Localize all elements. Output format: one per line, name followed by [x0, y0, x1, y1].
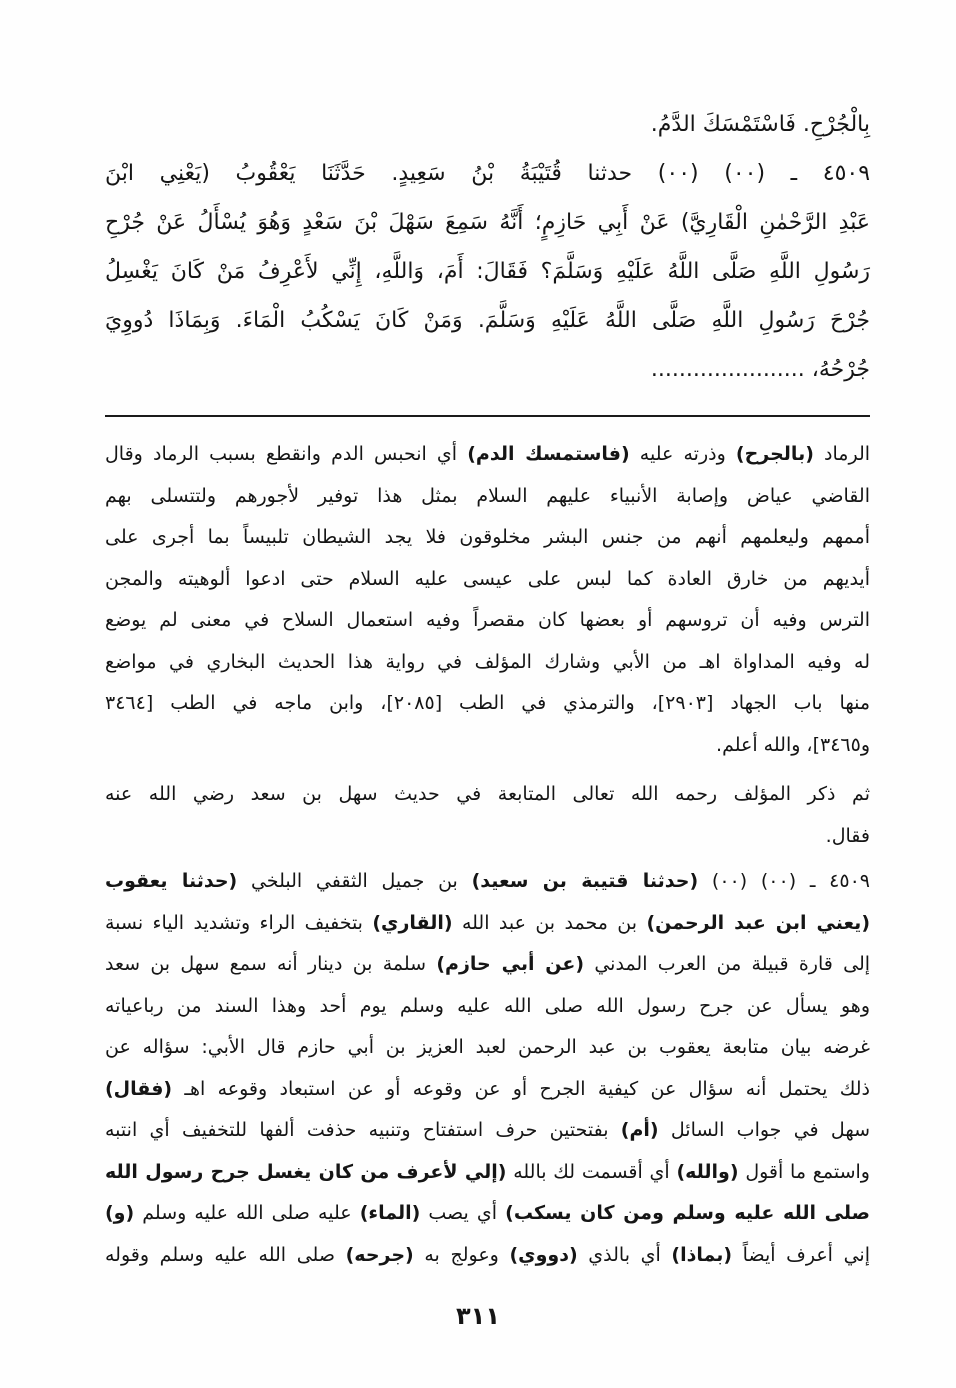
page-number: ٣١١ [456, 1302, 500, 1330]
quoted-hadith-term: (يعني ابن عبد الرحمن) [646, 911, 871, 934]
commentary-line [105, 1152, 870, 1194]
commentary-line [105, 434, 870, 476]
commentary-text: الرماد [813, 443, 871, 465]
hadith-line: عَبْدِ الرَّحْمٰنِ الْقَارِيَّ) عَنْ أَبِي حَازِمٍ؛ أَنَّهُ سَمِعَ سَهْلَ بْنَ سَعْدٍ وَهُوَ يُسْأَلُ عَنْ جُرْحِ [105, 210, 870, 235]
commentary-text: بتخفيف الراء وتشديد الياء نسبة [105, 911, 373, 934]
commentary-line [105, 642, 870, 684]
quoted-hadith-term: صلى الله عليه وسلم ومن كان يسكب) [505, 1202, 870, 1224]
commentary-text: أي يصب [420, 1202, 506, 1224]
commentary-text: ٤٥٠٩ ـ (٠٠) (٠٠) [698, 870, 870, 892]
commentary-text: واستمع ما أقول [738, 1160, 870, 1183]
commentary-line [105, 517, 870, 559]
commentary-paragraph [105, 861, 870, 1276]
commentary-text: سهل في جواب السائل [658, 1119, 870, 1141]
commentary-text: الترس وفيه أن تروسهم أو بعضها كان مقصراً وفيه استعمال السلاح في معنى لم يوضع [105, 609, 870, 631]
quoted-hadith-term: (القاري) [372, 911, 453, 934]
commentary-text: بفتحتين حرف استفتاح وتنبيه حذفت ألفها للتخفيف أي انتبه [105, 1119, 621, 1141]
commentary-text: منها باب الجهاد [٢٩٠٣]، والترمذي في الطب [٢٠٨٥]، وابن ماجه في الطب [٣٤٦٤ [105, 692, 870, 714]
commentary-line [105, 944, 870, 986]
hadith-line: جُرْحَ رَسُولِ اللَّهِ صَلَّى اللَّهُ عَلَيْهِ وَسَلَّمَ. وَمَنْ كَانَ يَسْكُبُ الْمَاءَ. وَبِمَاذَا دُووِيَ [105, 308, 870, 333]
quoted-hadith-term: (فاستمسك الدم) [467, 443, 630, 465]
commentary-line [105, 559, 870, 601]
commentary-line [105, 1193, 870, 1235]
commentary-paragraph [105, 774, 870, 857]
commentary-text: بن محمد بن عبد الله [452, 911, 647, 934]
quoted-hadith-term: (فقال) [105, 1077, 173, 1100]
commentary-text: إني أعرف أيضاً [732, 1243, 870, 1266]
quoted-hadith-term: (جرحه) [345, 1243, 414, 1266]
commentary-text: ذلك يحتمل أنه سؤال عن كيفية الجرح أو عن وقوعه أو عن استبعاد وقوعه اهـ [172, 1077, 870, 1100]
commentary-line [105, 1069, 870, 1111]
commentary-text: صلى الله عليه وسلم وقوله [105, 1243, 346, 1266]
commentary-text: ثم ذكر المؤلف رحمه الله تعالى المتابعة في حديث سهل بن سعد رضي الله عنه [105, 783, 870, 805]
hadith-line: رَسُولِ اللَّهِ صَلَّى اللَّهُ عَلَيْهِ وَسَلَّمَ؟ فَقَالَ: أَمَ، وَاللَّهِ، إِنِّي لأَعْرِفُ مَنْ كَانَ يَغْسِلُ [105, 259, 870, 284]
quoted-hadith-term: (بالجرح) [735, 443, 814, 465]
commentary-line [105, 816, 870, 858]
hadith-line: ٤٥٠٩ ـ (٠٠) (٠٠) حدثنا قُتَيْبَةُ بْنُ سَعِيدٍ. حَدَّثَنَا يَعْقُوبُ (يَعْنِي ابْنَ [105, 161, 871, 186]
quoted-hadith-term: (والله) [676, 1160, 739, 1183]
commentary-line [105, 774, 870, 816]
hadith-line: جُرْحُهُ، ...................... [650, 357, 870, 382]
commentary-text: سلمة بن دينار أنه سمع سهل بن سعد [105, 953, 437, 975]
commentary-text: القاضي عياض وإصابة الأنبياء عليهم السلام بمثل هذا توفير لأجورهم ولتتسلى بهم [105, 484, 870, 507]
quoted-hadith-term: (حدثنا يعقوب [105, 870, 238, 892]
commentary-text: غرضه بيان متابعة يعقوب بن عبد الرحمن لعبد العزيز بن أبي حازم قال الأبي: سؤاله عن [105, 1036, 870, 1058]
commentary-text: بن جميل الثقفي البلخي [237, 870, 472, 892]
commentary-text: فقال. [825, 824, 870, 847]
commentary-text: إلى قارة قبيلة من العرب المدني [584, 953, 871, 975]
quoted-hadith-term: (الماء) [359, 1202, 421, 1224]
commentary-text: وهو يسأل عن جرح رسول الله صلى الله عليه وسلم يوم أحد وهذا السند من رباعياته [105, 994, 870, 1017]
commentary-line [105, 683, 870, 725]
commentary-text: وعولج به [413, 1243, 510, 1266]
commentary-text: أممهم وليعلمهم أنهم من جنس البشر مخلوقون فلا يجد الشيطان تلبيساً بما أجرى على [105, 526, 870, 548]
commentary-line [105, 600, 870, 642]
commentary-text: أي بالذي [577, 1243, 672, 1266]
commentary-text: له وفيه المداواة اهـ من الأبي وشارك المؤلف في رواية هذا الحديث البخاري في مواضع [105, 650, 870, 673]
commentary-text: أي أقسمت لك بالله [506, 1160, 677, 1183]
commentary-line [105, 725, 870, 767]
commentary-line [105, 986, 870, 1028]
commentary-line [105, 1027, 870, 1069]
hadith-line: بِالْجُرْحِ. فَاسْتَمْسَكَ الدَّمُ. [650, 112, 870, 137]
quoted-hadith-term: (و) [105, 1202, 135, 1224]
commentary-text: أي انحبس الدم وانقطع بسبب الرماد وقال [105, 443, 468, 465]
commentary-line [105, 861, 870, 903]
commentary-text: و٣٤٦٥]، والله أعلم. [716, 733, 870, 756]
commentary-line [105, 903, 870, 945]
footnote-separator-rule [105, 415, 870, 417]
quoted-hadith-term: (بماذا) [671, 1243, 733, 1266]
quoted-hadith-term: (دووي) [509, 1243, 578, 1266]
commentary-text: عليه صلى الله عليه وسلم [134, 1202, 360, 1224]
commentary-text: أيديهم من خارق العادة كما لبس على عيسى عليه السلام حتى ادعوا ألوهيته والمجن [105, 567, 870, 590]
commentary-text: وذرته عليه [629, 443, 736, 465]
quoted-hadith-term: (أم) [620, 1119, 659, 1141]
commentary-line [105, 1110, 870, 1152]
quoted-hadith-term: (حدثنا قتيبة بن سعيد) [471, 870, 699, 892]
commentary-line [105, 1235, 870, 1277]
hadith-text-block [105, 100, 870, 394]
commentary-paragraph [105, 434, 870, 766]
quoted-hadith-term: (عن أبي حازم) [436, 953, 585, 975]
quoted-hadith-term: (إلي لأعرف من كان يغسل جرح رسول الله [105, 1160, 507, 1183]
commentary-line [105, 476, 870, 518]
